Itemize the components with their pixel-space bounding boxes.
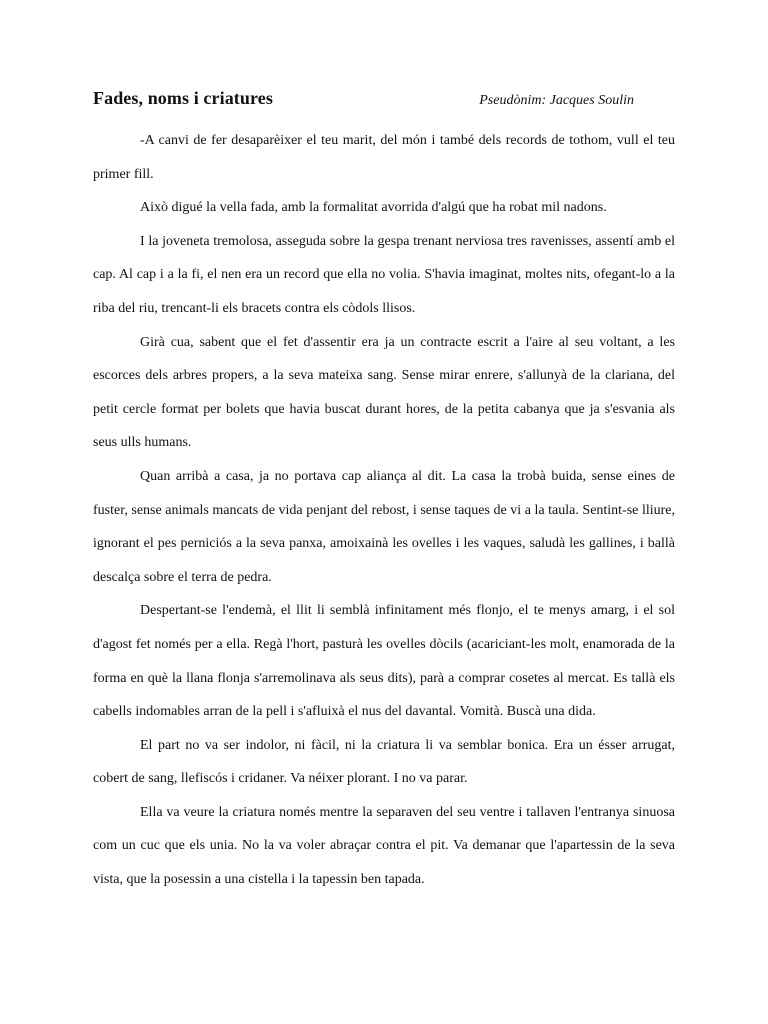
paragraph: Ella va veure la criatura només mentre la separaven del seu ventre i tallaven l'entranya sinuosa com un cuc que els unia. No la va voler abraçar contra el pit. Va demanar que l'apartessin de la seva vista, que la posessin a una cistella i la tapessin ben tapada. [93, 804, 675, 888]
document-page [93, 88, 675, 897]
paragraph: Això digué la vella fada, amb la formalitat avorrida d'algú que ha robat mil nadons. [140, 200, 607, 216]
story-body [93, 124, 675, 897]
author-pseudonym: Pseudònim: Jacques Soulin [479, 93, 634, 108]
paragraph: -A canvi de fer desaparèixer el teu marit, del món i també dels records de tothom, vull el teu primer fill. [93, 133, 675, 182]
paragraph: Despertant-se l'endemà, el llit li semblà infinitament més flonjo, el te menys amarg, i el sol d'agost fet només per a ella. Regà l'hort, pasturà les ovelles dòcils (acariciant-les molt, enamorada de la forma en què la llana flonja s'arremolinava als seus dits), parà a comprar cosetes al mercat. Es tallà els cabells indomables arran de la pell i s'afluixà el nus del davantal. Vomità. Buscà una dida. [93, 603, 675, 720]
paragraph: Girà cua, sabent que el fet d'assentir era ja un contracte escrit a l'aire al seu voltant, a les escorces dels arbres propers, a la seva mateixa sang. Sense mirar enrere, s'allunyà de la clariana, del petit cercle format per bolets que havia buscat durant hores, de la petita cabanya que ja s'esvania als seus ulls humans. [93, 334, 675, 451]
story-title: Fades, noms i criatures [93, 88, 273, 108]
paragraph: El part no va ser indolor, ni fàcil, ni la criatura li va semblar bonica. Era un ésser arrugat, cobert de sang, llefiscós i cridaner. Va néixer plorant. I no va parar. [93, 737, 675, 787]
paragraph: I la joveneta tremolosa, asseguda sobre la gespa trenant nerviosa tres ravenisses, assentí amb el cap. Al cap i a la fi, el nen era un record que ella no volia. S'havia imaginat, moltes nits, ofegant-lo a la riba del riu, trencant-li els bracets contra els còdols llisos. [93, 233, 675, 316]
paragraph: Quan arribà a casa, ja no portava cap aliança al dit. La casa la trobà buida, sense eines de fuster, sense animals mancats de vida penjant del rebost, i sense taques de vi a la taula. Sentint-se lliure, ignorant el pes perniciós a la seva panxa, amoixainà les ovelles i les vaques, saludà les gallines, i ballà descalça sobre el terra de pedra. [93, 468, 675, 585]
document-header [93, 88, 675, 114]
